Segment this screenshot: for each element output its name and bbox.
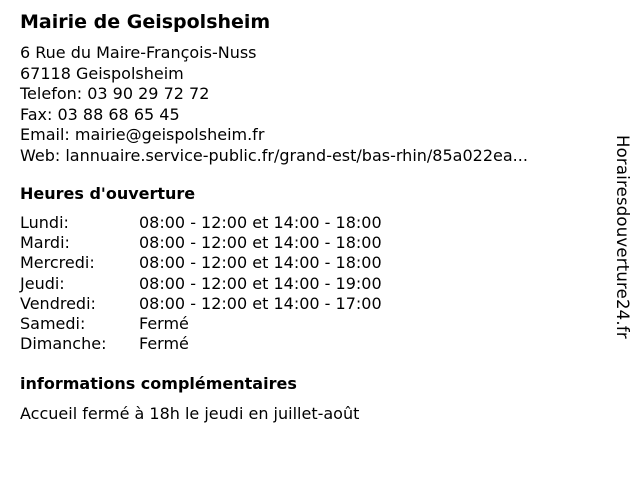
time-range: 08:00 - 12:00 et 14:00 - 18:00 (139, 233, 382, 253)
address-block (20, 43, 528, 166)
phone-number[interactable]: Telefon: 03 90 29 72 72 (20, 84, 210, 103)
time-range: 08:00 - 12:00 et 14:00 - 17:00 (139, 293, 382, 313)
day-label: Lundi: (20, 213, 69, 232)
time-range: 08:00 - 12:00 et 14:00 - 18:00 (139, 253, 382, 273)
opening-hours-heading: Heures d'ouverture (20, 184, 196, 203)
website-link[interactable]: Web: lannuaire.service-public.fr/grand-est/bas-rhin/85a022ea... (20, 145, 528, 165)
day-label: Mardi: (20, 233, 70, 253)
additional-info-text: Accueil fermé à 18h le jeudi en juillet-août (20, 404, 360, 423)
time-range: 08:00 - 12:00 et 14:00 - 18:00 (139, 213, 382, 232)
watermark: Horairesdouverture24.fr (613, 135, 632, 339)
time-range: Fermé (139, 334, 189, 354)
page-title: Mairie de Geispolsheim (20, 11, 271, 33)
city-postcode: 67118 Geispolsheim (20, 63, 184, 83)
day-label: Vendredi: (20, 293, 96, 313)
day-label: Dimanche: (20, 334, 107, 354)
street-address: 6 Rue du Maire-François-Nuss (20, 43, 257, 62)
additional-info-heading: informations complémentaires (20, 374, 297, 393)
time-range: 08:00 - 12:00 et 14:00 - 19:00 (139, 273, 382, 293)
fax-number: Fax: 03 88 68 65 45 (20, 104, 180, 124)
day-label: Jeudi: (20, 273, 65, 293)
email-address[interactable]: Email: mairie@geispolsheim.fr (20, 125, 265, 144)
day-label: Mercredi: (20, 253, 95, 273)
time-range: Fermé (139, 313, 189, 333)
day-label: Samedi: (20, 313, 86, 333)
